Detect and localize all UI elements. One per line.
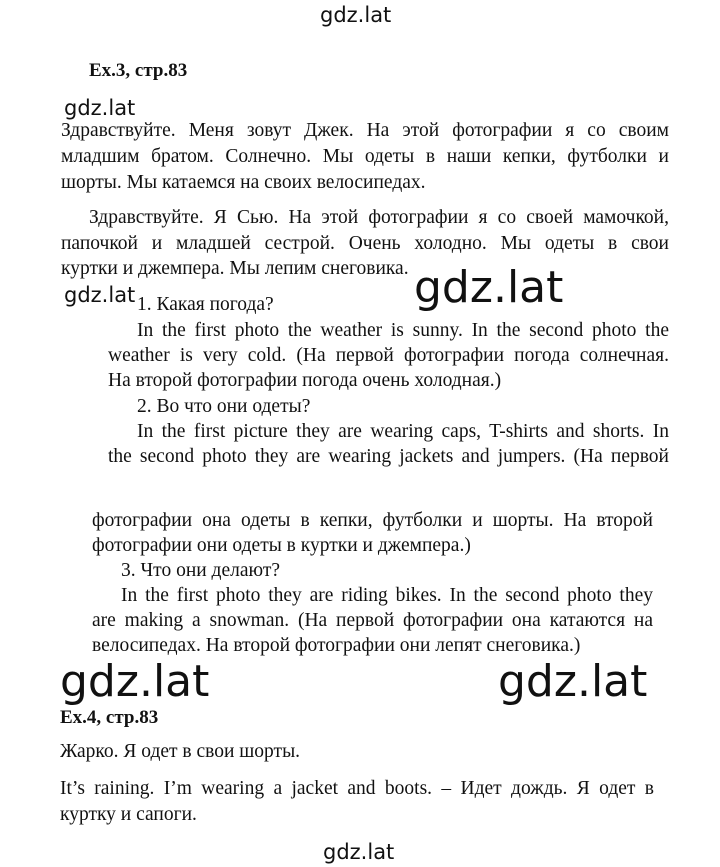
- watermark-left-1: gdz.lat: [64, 96, 136, 120]
- answer-3-line-2: are making a snowman. (На первой фотографии она катаются на: [92, 610, 653, 631]
- question-3: 3. Что они делают?: [121, 560, 281, 581]
- answer-3-line-1: In the first photo they are riding bikes. In the second photo they: [121, 585, 653, 606]
- watermark-center-big: gdz.lat: [414, 262, 564, 313]
- ex4-line-3: куртку и сапоги.: [60, 804, 197, 825]
- watermark-big-right: gdz.lat: [498, 656, 648, 707]
- answer-2-line-1: In the first picture they are wearing caps, T-shirts and shorts. In: [137, 421, 669, 442]
- ex3-heading: Ex.3, стр.83: [89, 60, 188, 81]
- watermark-left-2: gdz.lat: [64, 283, 136, 307]
- watermark-top: gdz.lat: [320, 3, 392, 27]
- answer-3-line-3: велосипедах. На второй фотографии они лепят снеговика.): [92, 635, 581, 656]
- ex4-line-2: It’s raining. I’m wearing a jacket and boots. – Идет дождь. Я одет в: [60, 778, 654, 799]
- question-2: 2. Во что они одеты?: [137, 396, 311, 417]
- jack-line-2: младшим братом. Солнечно. Мы одеты в наши кепки, футболки и: [61, 146, 669, 167]
- answer-2-line-4: фотографии они одеты в куртки и джемпера.): [92, 535, 471, 556]
- sue-line-2: папочкой и младшей сестрой. Очень холодно. Мы одеты в свои: [61, 233, 669, 254]
- jack-line-1: Здравствуйте. Меня зовут Джек. На этой фотографии я со своим: [61, 120, 669, 141]
- answer-2-line-2: the second photo they are wearing jackets and jumpers. (На первой: [108, 446, 669, 467]
- sue-line-3: куртки и джемпера. Мы лепим снеговика.: [61, 258, 409, 279]
- watermark-bottom: gdz.lat: [323, 840, 395, 864]
- sue-line-1: Здравствуйте. Я Сью. На этой фотографии я со своей мамочкой,: [89, 207, 669, 228]
- jack-line-3: шорты. Мы катаемся на своих велосипедах.: [61, 172, 426, 193]
- answer-2-line-3: фотографии она одеты в кепки, футболки и шорты. На второй: [92, 510, 653, 531]
- question-1: 1. Какая погода?: [137, 294, 274, 315]
- watermark-big-left: gdz.lat: [60, 656, 210, 707]
- ex4-heading: Ex.4, стр.83: [60, 707, 159, 728]
- ex4-line-1: Жарко. Я одет в свои шорты.: [60, 741, 301, 762]
- answer-1-line-3: На второй фотографии погода очень холодная.): [108, 370, 502, 391]
- answer-1-line-2: weather is very cold. (На первой фотографии погода солнечная.: [108, 345, 669, 366]
- answer-1-line-1: In the first photo the weather is sunny. In the second photo the: [137, 320, 669, 341]
